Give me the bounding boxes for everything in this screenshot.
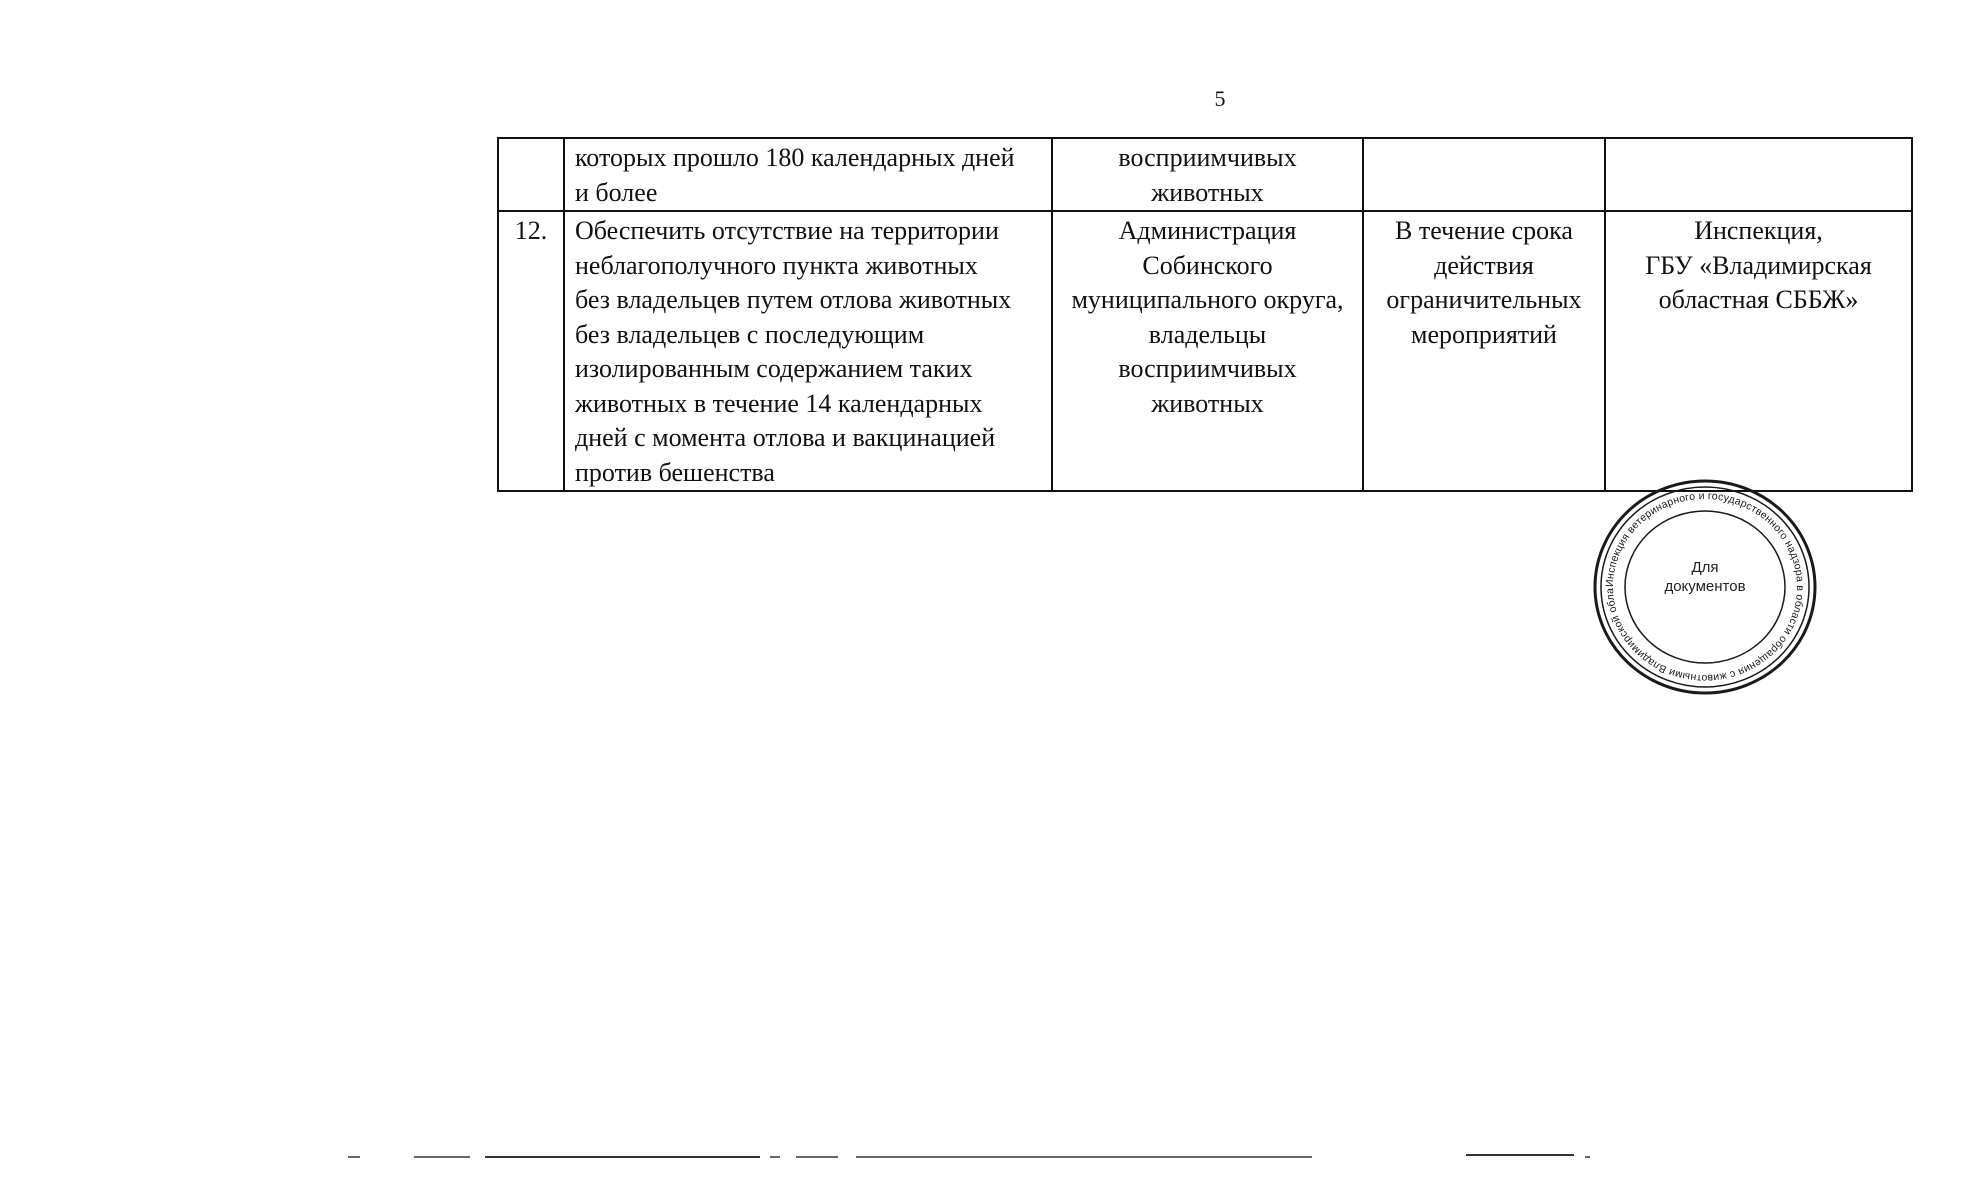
page-number: 5 [1214,86,1226,111]
executor-text: восприимчивых животных [1118,143,1297,207]
action-text: которых прошло 180 календарных дней и более [575,143,1015,207]
term-cell [1363,211,1605,491]
bottom-scan-line [0,1154,1970,1160]
row-number-cell [498,138,564,211]
action-cell [564,138,1052,211]
row-number-cell [498,211,564,491]
responsible-text: Инспекция, ГБУ «Владимирская областная СББЖ» [1645,216,1872,314]
official-stamp [1590,476,1820,698]
responsible-cell [1605,211,1912,491]
measures-table [497,137,1913,492]
table-row [498,211,1912,491]
term-text: В течение срока действия ограничительных мероприятий [1386,216,1582,349]
table-row [498,138,1912,211]
action-text: Обеспечить отсутствие на территории неблагополучного пункта животных без владельцев путем отлова животных без владельцев с последующим изолированным содержанием таких животных в течение 14 календарных дней с момента отлова и вакцинацией против бешенства [575,216,1012,487]
executor-cell [1052,211,1363,491]
executor-text: Администрация Собинского муниципального округа, владельцы восприимчивых животных [1071,216,1344,418]
term-cell [1363,138,1605,211]
stamp-ring-text: Инспекция ветеринарного и государственного надзора в области обращения с животными Владимирской обла [1603,489,1807,685]
stamp-center-text [1590,558,1820,596]
stamp-line-2: документов [1664,578,1746,595]
stamp-line-1: Для [1691,559,1719,576]
row-number: 12. [514,216,548,245]
executor-cell [1052,138,1363,211]
responsible-cell [1605,138,1912,211]
action-cell [564,211,1052,491]
